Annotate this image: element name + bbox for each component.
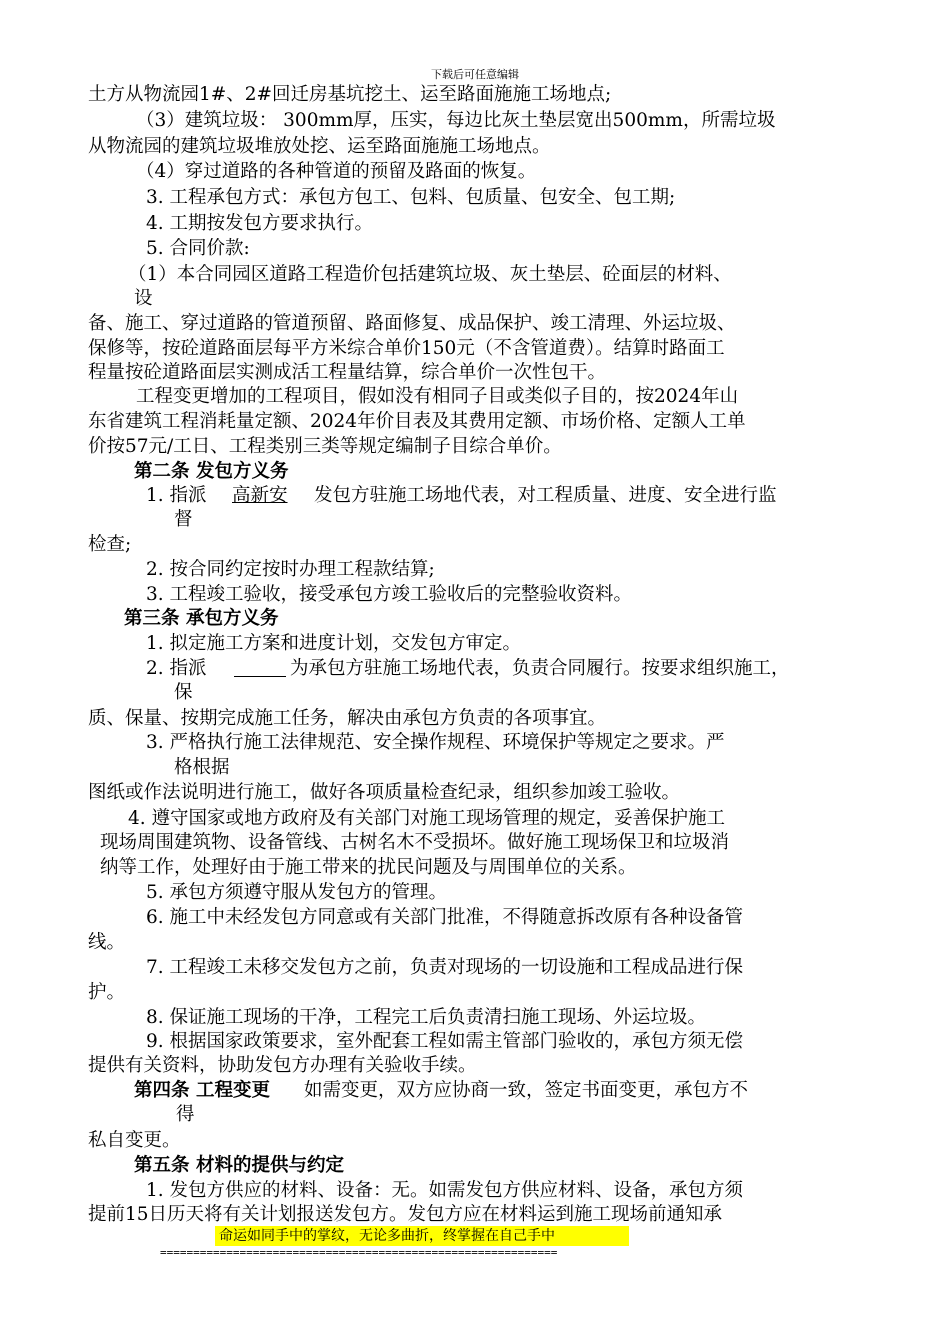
text-line: 如需变更，双方应协商一致，签定书面变更，承包方不 <box>304 1080 749 1101</box>
text-line: 3. 工程承包方式：承包方包工、包料、包质量、包安全、包工期; <box>146 187 676 208</box>
text-line: 私自变更。 <box>88 1130 181 1151</box>
text-line: 6. 施工中未经发包方同意或有关部门批准，不得随意拆改原有各种设备管 <box>146 907 744 928</box>
text-line: 得 <box>176 1104 195 1125</box>
text-line: 4. 遵守国家或地方政府及有关部门对施工现场管理的规定，妥善保护施工 <box>128 808 726 829</box>
text-line: 备、施工、穿过道路的管道预留、路面修复、成品保护、竣工清理、外运垃圾、 <box>88 313 736 334</box>
text-line: 东省建筑工程消耗量定额、2024年价目表及其费用定额、市场价格、定额人工单 <box>88 411 746 432</box>
page-header: 下载后可任意编辑 <box>431 68 519 81</box>
text-line: 土方从物流园1#、2#回迁房基坑挖土、运至路面施施工场地点; <box>88 84 612 105</box>
text-line: 1. 发包方供应的材料、设备：无。如需发包方供应材料、设备，承包方须 <box>146 1180 744 1201</box>
text-line: 9. 根据国家政策要求，室外配套工程如需主管部门验收的，承包方须无偿 <box>146 1031 744 1052</box>
text-line: 1. 指派 <box>146 485 207 506</box>
text-line: 2. 按合同约定按时办理工程款结算; <box>146 559 435 580</box>
section-heading: 第四条 工程变更 <box>134 1080 270 1101</box>
text-line: 5. 合同价款: <box>146 238 250 259</box>
text-line: （1）本合同园区道路工程造价包括建筑垃圾、灰土垫层、砼面层的材料、 <box>128 264 732 285</box>
section-heading: 第三条 承包方义务 <box>124 608 279 629</box>
text-line: 3. 工程竣工验收，接受承包方竣工验收后的完整验收资料。 <box>146 584 633 605</box>
section-heading: 第五条 材料的提供与约定 <box>134 1155 344 1176</box>
footer-motto: 命运如同手中的掌纹，无论多曲折，终掌握在自己手中 <box>215 1226 629 1246</box>
text-line: 图纸或作法说明进行施工，做好各项质量检查纪录，组织参加竣工验收。 <box>88 782 681 803</box>
text-line: 为承包方驻施工场地代表，负责合同履行。按要求组织施工， <box>290 658 790 679</box>
text-line: （3）建筑垃圾： 300mm厚，压实，每边比灰土垫层宽出500mm，所需垃圾 <box>136 110 776 131</box>
text-line: 工程变更增加的工程项目，假如没有相同子目或类似子目的，按2024年山 <box>136 386 739 407</box>
text-line: 线。 <box>88 932 126 953</box>
text-line: 7. 工程竣工未移交发包方之前，负责对现场的一切设施和工程成品进行保 <box>146 957 744 978</box>
text-line: 设 <box>134 288 153 309</box>
blank-underline <box>234 676 286 677</box>
text-line: 纳等工作，处理好由于施工带来的扰民问题及与周围单位的关系。 <box>100 857 637 878</box>
text-line: 2. 指派 <box>146 658 207 679</box>
text-line: 程量按砼道路面层实测成活工程量结算，综合单价一次性包干。 <box>88 362 607 383</box>
text-line: 保修等，按砼道路面层每平方米综合单价150元（不含管道费）。结算时路面工 <box>88 338 725 359</box>
text-line: 提前15日历天将有关计划报送发包方。发包方应在材料运到施工现场前通知承 <box>88 1204 723 1225</box>
section-heading: 第二条 发包方义务 <box>134 461 289 482</box>
text-line: 4. 工期按发包方要求执行。 <box>146 213 374 234</box>
text-line: 价按57元/工日、工程类别三类等规定编制子目综合单价。 <box>88 436 562 457</box>
text-line: 质、保量、按期完成施工任务，解决由承包方负责的各项事宜。 <box>88 708 607 729</box>
text-line: 8. 保证施工现场的干净，工程完工后负责清扫施工现场、外运垃圾。 <box>146 1007 707 1028</box>
text-line: 护。 <box>88 982 126 1003</box>
text-line: 发包方驻施工场地代表，对工程质量、进度、安全进行监 <box>314 485 777 506</box>
text-line: 格根据 <box>174 757 230 778</box>
text-line: 1. 拟定施工方案和进度计划，交发包方审定。 <box>146 633 522 654</box>
text-line: 3. 严格执行施工法律规范、安全操作规程、环境保护等规定之要求。严 <box>146 732 725 753</box>
text-line: 现场周围建筑物、设备管线、古树名木不受损坏。做好施工现场保卫和垃圾消 <box>100 832 730 853</box>
text-line: 保 <box>174 682 193 703</box>
text-line: （4）穿过道路的各种管道的预留及路面的恢复。 <box>136 161 537 182</box>
text-line: 检查; <box>88 534 132 555</box>
footer-separator: ============================================================ <box>160 1246 558 1259</box>
text-line: 督 <box>174 509 193 530</box>
representative-name: 高新安 <box>232 485 288 506</box>
text-line: 从物流园的建筑垃圾堆放处挖、运至路面施施工场地点。 <box>88 136 551 157</box>
text-line: 提供有关资料，协助发包方办理有关验收手续。 <box>88 1055 477 1076</box>
text-line: 5. 承包方须遵守服从发包方的管理。 <box>146 882 448 903</box>
